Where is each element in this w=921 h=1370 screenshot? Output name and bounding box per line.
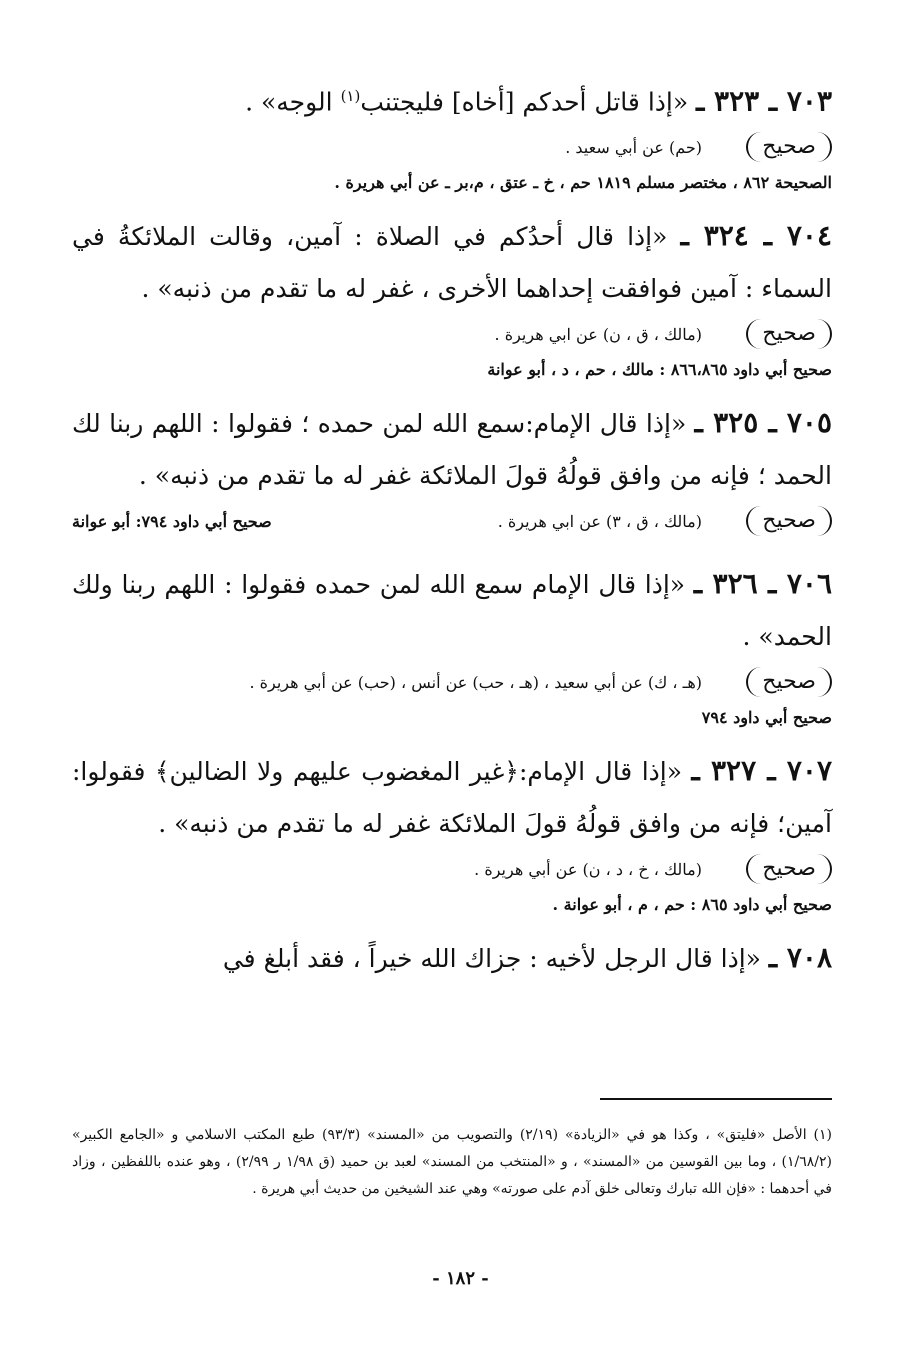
hadith-entry-707 [72,745,832,918]
footnote-divider [600,1098,832,1100]
hadith-body: «إذا قاتل أحدكم [أخاه] فليجتنب [360,87,689,117]
hadith-body: «إذا قال الإمام:سمع الله لمن حمده ؛ فقولوا : اللهم ربنا لك الحمد ؛ فإنه من وافق قولُهُ قولَ الملائكة غفر له ما تقدم من ذنبه» . [72,409,832,491]
grade-row [72,504,832,544]
hadith-body: «إذا قال الإمام سمع الله لمن حمده فقولوا : اللهم ربنا ولك الحمد» . [72,570,832,652]
hadith-number: ٧٠٨ ـ [768,941,832,975]
references: صحيح أبي داود ٨٦٦،٨٦٥ : مالك ، حم ، د ، أبو عوانة [487,360,832,380]
hadith-body-end: الوجه» . [245,87,341,117]
hadith-entry-706 [72,558,832,731]
hadith-text [72,210,832,315]
source-attribution: (مالك ، ق ، ٣) عن ابي هريرة . [497,512,702,532]
references: الصحيحة ٨٦٢ ، مختصر مسلم ١٨١٩ حم ، خ ـ عتق ، م،بر ـ عن أبي هريرة . [334,173,832,193]
grade-label: صحيح [746,132,832,162]
hadith-entry-705 [72,397,832,544]
grade-row [72,130,832,170]
hadith-text [72,70,832,128]
hadith-text [72,745,832,850]
grade-row [72,852,832,892]
hadith-entry-703 [72,70,832,196]
hadith-text [72,558,832,663]
hadith-text [72,397,832,502]
source-extra: صحيح أبي داود ٧٩٤: أبو عوانة [72,512,272,532]
grade-label: صحيح [746,854,832,884]
references: صحيح أبي داود ٨٦٥ : حم ، م ، أبو عوانة . [552,895,832,915]
grade-row [72,665,832,705]
page-number: - ١٨٢ - [432,1268,489,1289]
source-attribution: (مالك ، ق ، ن) عن ابي هريرة . [494,325,702,345]
page-body [72,70,832,999]
grade-row [72,317,832,357]
grade-label: صحيح [746,667,832,697]
grade-label: صحيح [746,319,832,349]
source-attribution: (هـ ، ك) عن أبي سعيد ، (هـ ، حب) عن أنس ، (حب) عن أبي هريرة . [249,673,702,693]
hadith-number: ٧٠٤ ـ ٣٢٤ ـ [680,219,833,253]
references: صحيح أبي داود ٧٩٤ [701,708,832,728]
source-attribution: (مالك ، خ ، د ، ن) عن أبي هريرة . [474,860,702,880]
hadith-number: ٧٠٧ ـ ٣٢٧ ـ [691,754,833,788]
source-attribution: (حم) عن أبي سعيد . [565,138,702,158]
hadith-number: ٧٠٦ ـ ٣٢٦ ـ [693,567,833,601]
footnote-text: (١) الأصل «فليتق» ، وكذا هو في «الزيادة» (٢/١٩) والتصويب من «المسند» (٩٣/٣) طبع المكتب الاسلامي و «الجامع الكبير» (١/٦٨/٢) ، وما بين القوسين من «المسند» ، و «المنتخب من المسند» لعبد بن حميد (ق ١/٩٨ ر ٢/٩٩) ، وهو عنده باللفظين ، وزاد في أحدهما : «فإن الله تبارك وتعالى خلق آدم على صورته» وهي عند الشيخين من حديث أبي هريرة . [72,1127,833,1197]
footnote-marker[interactable]: (١) [340,87,361,105]
hadith-entry-704 [72,210,832,383]
hadith-number: ٧٠٣ ـ ٣٢٣ ـ [696,84,832,118]
hadith-body: «إذا قال الرجل لأخيه : جزاك الله خيراً ، فقد أبلغ في [222,944,761,974]
hadith-body: «إذا قال الإمام:﴿غير المغضوب عليهم ولا الضالين﴾ فقولوا: آمين؛ فإنه من وافق قولُهُ قولَ الملائكة غفر له ما تقدم من ذنبه» . [72,757,832,839]
hadith-entry-708 [72,932,832,985]
hadith-body: «إذا قال أحدُكم في الصلاة : آمين، وقالت الملائكةُ في السماء : آمين فوافقت إحداهما الأخرى ، غفر له ما تقدم من ذنبه» . [72,222,832,304]
hadith-number: ٧٠٥ ـ ٣٢٥ ـ [694,406,833,440]
grade-label: صحيح [746,506,832,536]
hadith-text [72,932,832,985]
